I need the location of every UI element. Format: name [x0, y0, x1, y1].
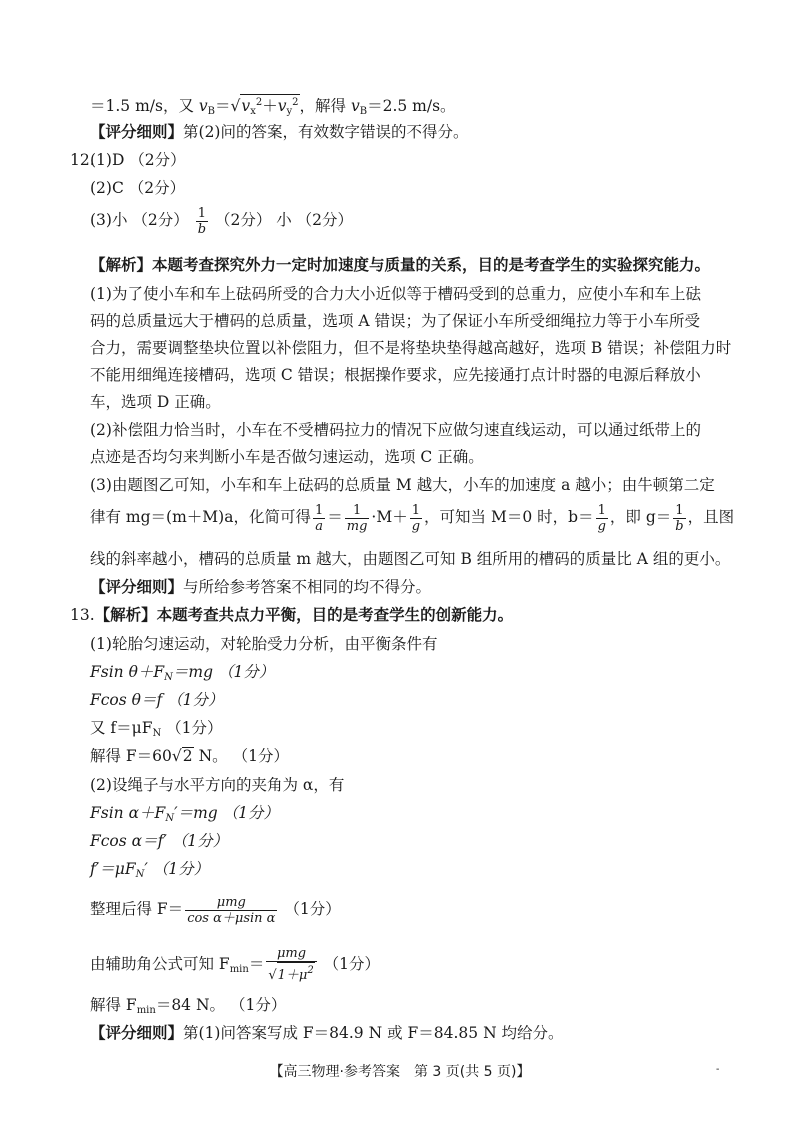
q12-number: 12. — [70, 151, 95, 169]
q13-eq-3: 又 $f=\mu F_N$ （1分） — [90, 719, 223, 739]
q12-analysis-heading: 【解析】本题考查探究外力一定时加速度与质量的关系，目的是考查学生的实验探究能力。 — [90, 255, 711, 274]
q12-answer-1: 12. (1)D （2分） — [70, 151, 186, 169]
q13-step-1: (1)轮胎匀速运动，对轮胎受力分析，由平衡条件有 — [90, 635, 438, 653]
q11-scoring-rule: 【评分细则】第(2)问的答案，有效数字错误的不得分。 — [90, 122, 469, 141]
q13-eq-8: 整理后得 F＝ $\frac{\text{μmg}}{\text{cos α＋μsin α}}$ （1分） — [90, 894, 341, 926]
q12-p3-line: (3)由题图乙可知，小车和车上砝码的总质量 M 越大，小车的加速度 a 越小；由牛顿第二定 — [90, 476, 715, 494]
q12-p2-line: (2)补偿阻力恰当时，小车在不受槽码拉力的情况下应做匀速直线运动，可以通过纸带上的 — [90, 421, 701, 439]
q13-number: 13. — [70, 606, 95, 624]
q12-answer-3: (3)小 （2分） $\frac{1}{b}$ （2分） 小 （2分） — [90, 205, 354, 237]
q12-p3-line: 线的斜率越小，槽码的总质量 m 越大，由题图乙可知 B 组所用的槽码的质量比 A 组的更小。 — [90, 550, 731, 568]
fraction: $\frac{1}{b}$ — [197, 205, 207, 237]
q13-eq-4: 解得 F＝60√2 N。 （1分） — [90, 747, 289, 765]
q13-eq-10: 解得 $F_{min}=84$ N。 （1分） — [90, 996, 287, 1016]
q12-p1-line: 码的总质量远大于槽码的总质量，选项 A 错误；为了保证小车所受细绳拉力等于小车所受 — [90, 312, 701, 330]
q13-eq-1: Fsin $\theta+F_N=mg$ （1分） — [90, 663, 275, 683]
corner-mark: - — [716, 1064, 720, 1075]
q12-p1-line: (1)为了使小车和车上砝码所受的合力大小近似等于槽码受到的总重力，应使小车和车上砝 — [90, 285, 701, 303]
q12-answer-2: (2)C （2分） — [90, 179, 186, 197]
q12-scoring-rule: 【评分细则】与所给参考答案不相同的均不得分。 — [90, 577, 432, 596]
q13-eq-7: $f'=\mu F_N'$ （1分） — [90, 860, 210, 880]
q12-p1-line: 合力，需要调整垫块位置以补偿阻力，但不是将垫块垫得越高越好，选项 B 错误；补偿阻力时 — [90, 339, 732, 357]
q13-eq-5: Fsin $\alpha+F_N'=mg$ （1分） — [90, 804, 279, 824]
q12-p1-line: 车，选项 D 正确。 — [90, 393, 221, 411]
q13-step-2: (2)设绳子与水平方向的夹角为 α，有 — [90, 776, 345, 794]
q13-scoring-rule: 【评分细则】第(1)问答案写成 F＝84.9 N 或 F＝84.85 N 均给分。 — [90, 1023, 564, 1042]
q12-p3-formula-line: 律有 mg＝(m＋M)a，化简可得 $\frac{1}{a}$ ＝ $\frac{1}{mg}$ ·M＋ $\frac{1}{g}$ ，可知当 M＝0 时，b＝ $\frac{1}{g}$ ，即 g＝ $\frac{1}{b}$ ，且图 — [90, 502, 735, 534]
page-footer: 【高三物理·参考答案 第 3 页(共 5 页)】 — [269, 1064, 531, 1080]
q13-analysis-heading: 13.【解析】本题考查共点力平衡，目的是考查学生的创新能力。 — [70, 605, 514, 624]
q13-eq-2: Fcos θ＝f （1分） — [90, 691, 224, 709]
q12-p2-line: 点迹是否均匀来判断小车是否做匀速运动，选项 C 正确。 — [90, 448, 484, 466]
q12-p1-line: 不能用细绳连接槽码，选项 C 错误；根据操作要求，应先接通打点计时器的电源后释放小 — [90, 366, 701, 384]
q13-eq-6: Fcos α＝f′ （1分） — [90, 832, 229, 850]
q13-eq-9: 由辅助角公式可知 $F_{min}=$ $\frac{\text{μmg}}{√1+\mu^2}$ （1分） — [90, 946, 381, 983]
q11-result-line: ＝1.5 m/s，又 $v_B=√v_x^2+v_y^2$，解得 $v_B=2.5$ m/s。 — [90, 94, 456, 122]
